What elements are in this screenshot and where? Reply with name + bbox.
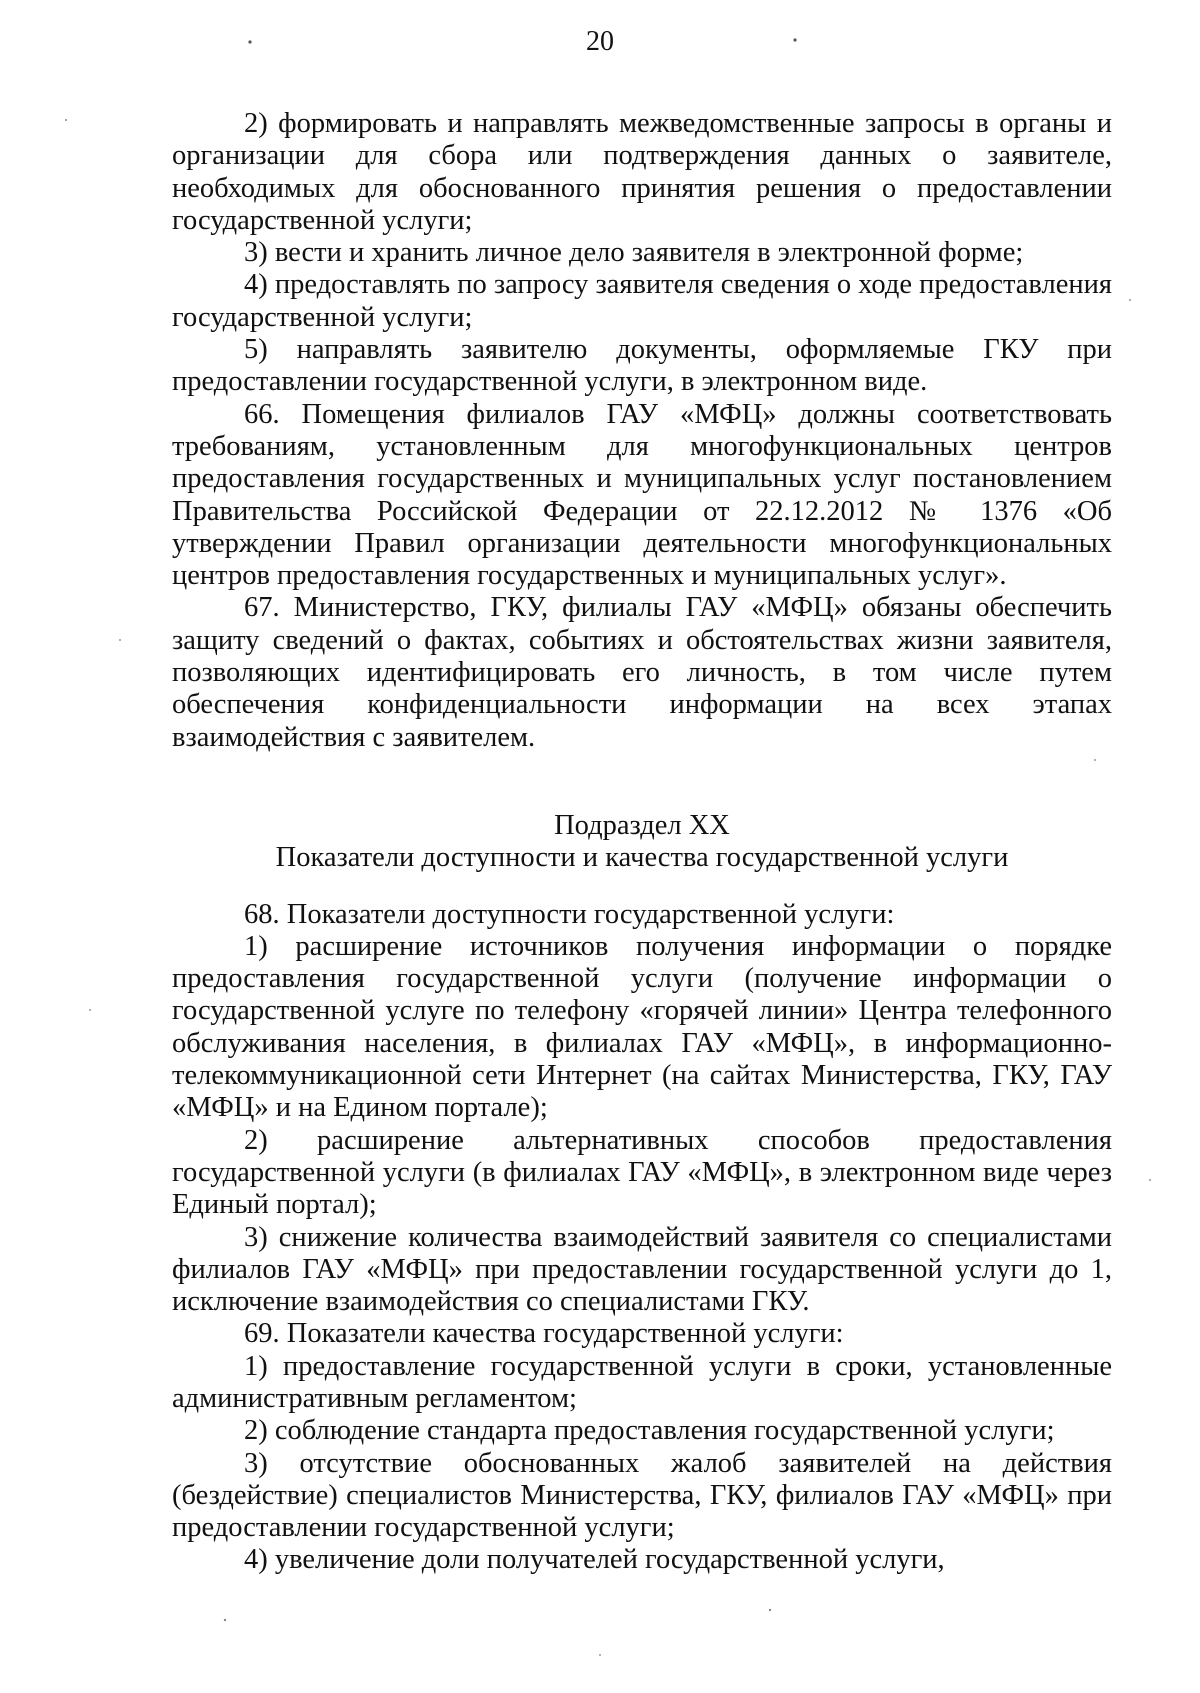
paragraph: 2) расширение альтернативных способов предоставления государственной услуги (в филиалах ГАУ «МФЦ», в электронном виде через Единый портал); [172, 1124, 1112, 1221]
paragraph: 66. Помещения филиалов ГАУ «МФЦ» должны соответствовать требованиям, установленным для многофункциональных центров предоставления государственных и муниципальных услуг постановлением Правительства Российской Федерации от 22.12.2012 № 1376 «Об утверждении Правил организации деятельности многофункциональных центров предоставления государственных и муниципальных услуг». [172, 398, 1112, 592]
paragraph: 68. Показатели доступности государственной услуги: [244, 898, 895, 930]
paragraph: 67. Министерство, ГКУ, филиалы ГАУ «МФЦ» обязаны обеспечить защиту сведений о фактах, событиях и обстоятельствах жизни заявителя, позволяющих идентифицировать его личность, в том числе путем обеспечения конфиденциальности информации на всех этапах взаимодействия с заявителем. [172, 592, 1112, 753]
paragraph: 3) снижение количества взаимодействий заявителя со специалистами филиалов ГАУ «МФЦ» при предоставлении государственной услуги до 1, исключение взаимодействия со специалистами ГКУ. [172, 1221, 1112, 1318]
paragraph: 4) предоставлять по запросу заявителя сведения о ходе предоставления государственной услуги; [172, 269, 1112, 333]
paragraph: 1) расширение источников получения информации о порядке предоставления государственной услуги (получение информации о государственной услуге по телефону «горячей линии» Центра телефонного обслуживания населения, в филиалах ГАУ «МФЦ», в информационно-телекоммуникационной сети Интернет (на сайтах Министерства, ГКУ, ГАУ «МФЦ» и на Едином портале); [172, 930, 1112, 1124]
paragraph: 3) отсутствие обоснованных жалоб заявителей на действия (бездействие) специалистов Министерства, ГКУ, филиалов ГАУ «МФЦ» при предоставлении государственной услуги; [172, 1447, 1112, 1544]
paragraph: 2) формировать и направлять межведомственные запросы в органы и организации для сбора или подтверждения данных о заявителе, необходимых для обоснованного принятия решения о предоставлении государственной услуги; [172, 108, 1112, 236]
paragraph: 2) соблюдение стандарта предоставления государственной услуги; [244, 1415, 1055, 1447]
paragraph: 69. Показатели качества государственной услуги: [244, 1318, 844, 1350]
spacer [172, 754, 1112, 810]
paragraph: 5) направлять заявителю документы, оформляемые ГКУ при предоставлении государственной услуги, в электронном виде. [172, 334, 1112, 398]
subsection-title: Подраздел XX [554, 809, 730, 841]
page-number: 20 [586, 26, 614, 57]
subsection-subtitle: Показатели доступности и качества государственной услуги [275, 842, 1009, 874]
paragraph: 3) вести и хранить личное дело заявителя в электронной форме; [244, 237, 1024, 269]
paragraph: 4) увеличение доли получателей государственной услуги, [244, 1544, 945, 1576]
paragraph: 1) предоставление государственной услуги в сроки, установленные административным регламентом; [172, 1350, 1112, 1414]
document-body [172, 108, 1112, 1577]
